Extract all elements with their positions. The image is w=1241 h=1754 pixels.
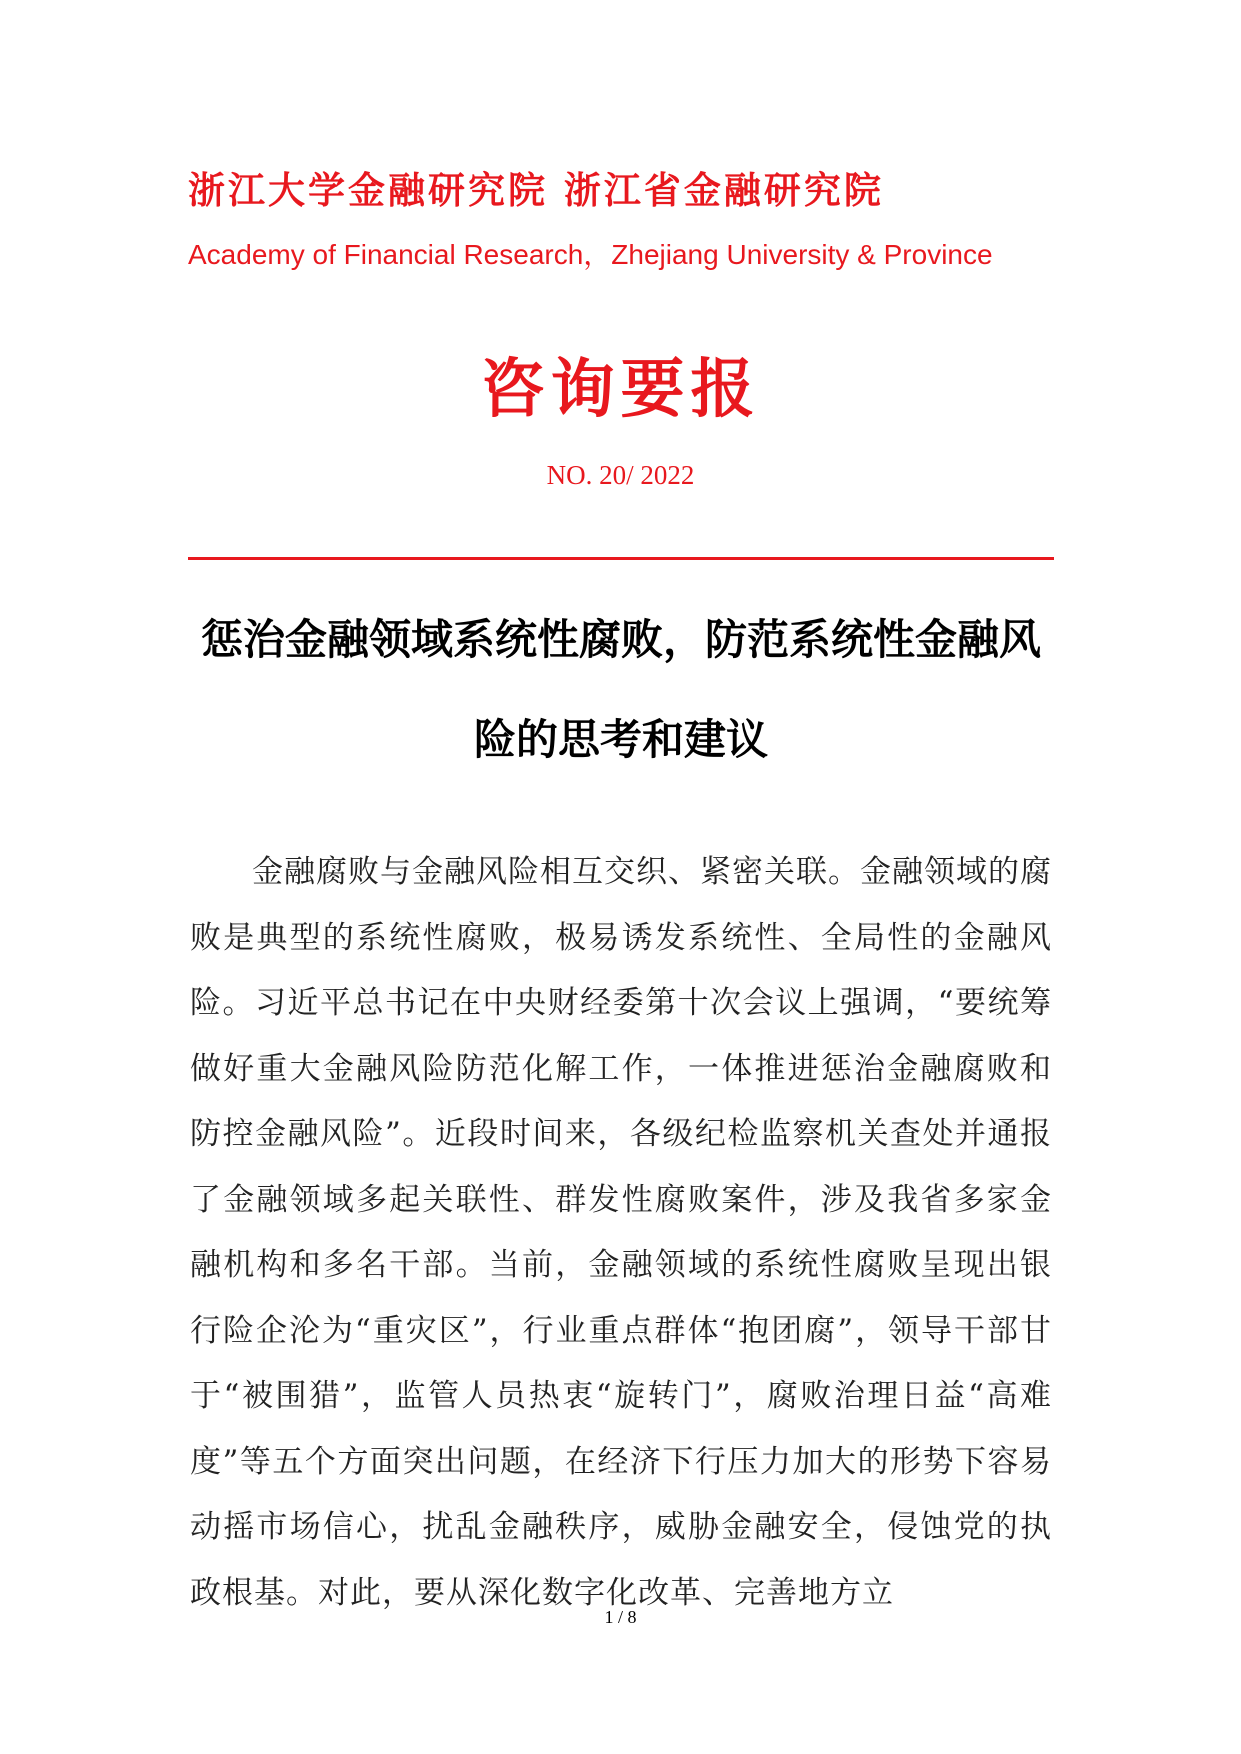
page-number: 1 / 8 (604, 1607, 637, 1627)
header-divider (188, 557, 1054, 560)
issue-number: NO. 20/ 2022 (546, 460, 695, 490)
institution-name-cn: 浙江大学金融研究院 浙江省金融研究院 (188, 169, 884, 212)
article-title: 惩治金融领域系统性腐败，防范系统性金融风险的思考和建议 (200, 615, 1041, 764)
report-title: 咨询要报 (480, 353, 761, 427)
institution-name-en: Academy of Financial Research，Zhejiang University & Province (188, 239, 993, 270)
article-body-paragraph: 金融腐败与金融风险相互交织、紧密关联。金融领域的腐败是典型的系统性腐败，极易诱发系统性、全局性的金融风险。习近平总书记在中央财经委第十次会议上强调，“要统筹做好重大金融风险防范化解工作，一体推进惩治金融腐败和防控金融风险”。近段时间来，各级纪检监察机关查处并通报了金融领域多起关联性、群发性腐败案件，涉及我省多家金融机构和多名干部。当前，金融领域的系统性腐败呈现出银行险企沦为“重灾区”，行业重点群体“抱团腐”，领导干部甘于“被围猎”，监管人员热衷“旋转门”，腐败治理日益“高难度”等五个方面突出问题，在经济下行压力加大的形势下容易动摇市场信心，扰乱金融秩序，威胁金融安全，侵蚀党的执政根基。对此，要从深化数字化改革、完善地方立 (190, 854, 1052, 1611)
